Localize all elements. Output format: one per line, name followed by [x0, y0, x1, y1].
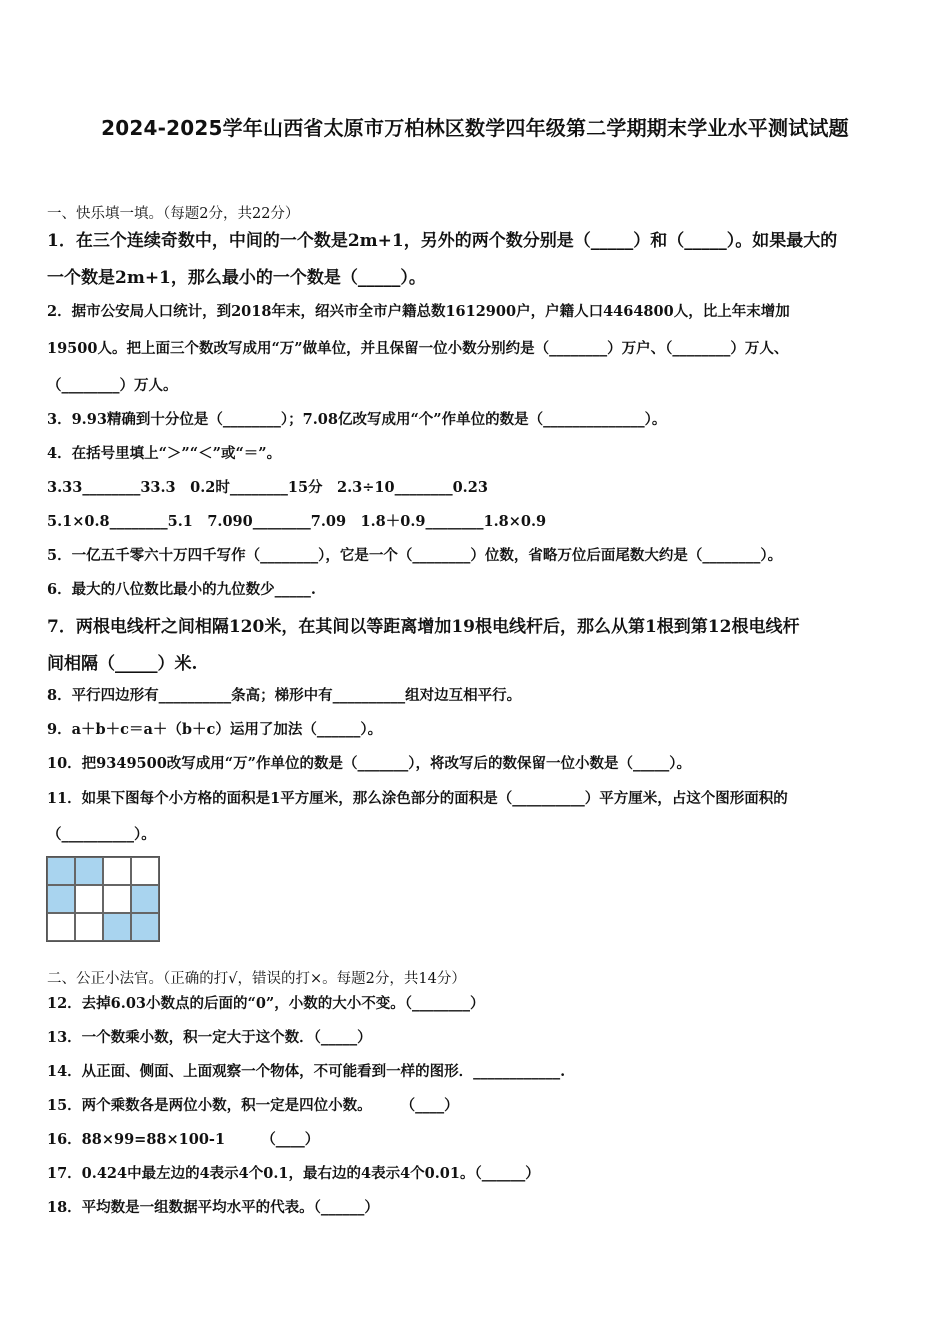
question-line: 间相隔（_____）米. [47, 654, 198, 674]
question-line: 3．9.93精确到十分位是（________）；7.08亿改写成用“个”作单位的数是（______________）。 [47, 411, 667, 428]
question-line: 10．把9349500改写成用“万”作单位的数是（_______），将改写后的数保留一位小数是（_____）。 [47, 755, 691, 772]
question-line: 8．平行四边形有__________条高；梯形中有__________组对边互相平行。 [47, 687, 522, 704]
grid-cell-shaded [47, 857, 75, 885]
area-grid-figure [46, 856, 160, 942]
page-title: 2024-2025学年山西省太原市万柏林区数学四年级第二学期期末学业水平测试试题 [101, 116, 849, 140]
section1-heading: 一、快乐填一填。（每题2分，共22分） [47, 206, 300, 222]
question-line: 17．0.424中最左边的4表示4个0.1，最右边的4表示4个0.01。（______） [47, 1165, 540, 1182]
grid-cell [103, 885, 131, 913]
question-line: 5.1×0.8________5.1 7.090________7.09 1.8＋0.9________1.8×0.9 [47, 513, 547, 530]
question-line: 5．一亿五千零六十万四千写作（________），它是一个（________）位数，省略万位后面尾数大约是（________）。 [47, 547, 783, 564]
question-line: 7．两根电线杆之间相隔120米，在其间以等距离增加19根电线杆后，那么从第1根到第12根电线杆 [47, 617, 800, 637]
question-line: 3.33________33.3 0.2时________15分 2.3÷10________0.23 [47, 479, 488, 496]
question-line: 1．在三个连续奇数中，中间的一个数是2m+1，另外的两个数分别是（_____）和（_____）。如果最大的 [47, 231, 838, 251]
grid-cell-shaded [131, 885, 159, 913]
question-line: 4．在括号里填上“＞”“＜”或“＝”。 [47, 445, 282, 462]
grid-cell [75, 885, 103, 913]
grid-cell-shaded [47, 885, 75, 913]
grid-cell [103, 857, 131, 885]
question-line: 19500人。把上面三个数改写成用“万”做单位，并且保留一位小数分别约是（________）万户、（________）万人、 [47, 340, 789, 357]
question-line: 16．88×99=88×100-1 （____） [47, 1131, 320, 1148]
question-line: 14．从正面、侧面、上面观察一个物体，不可能看到一样的图形．____________. [47, 1063, 566, 1080]
section2-heading: 二、公正小法官。（正确的打√，错误的打×。每题2分，共14分） [47, 971, 466, 987]
grid-cell [47, 913, 75, 941]
grid-cell-shaded [103, 913, 131, 941]
question-line: （________）万人。 [47, 377, 178, 394]
question-line: 2．据市公安局人口统计，到2018年末，绍兴市全市户籍总数1612900户，户籍人口4464800人，比上年末增加 [47, 303, 790, 320]
grid-cell [131, 857, 159, 885]
question-line: 15．两个乘数各是两位小数，积一定是四位小数。 （____） [47, 1097, 459, 1114]
question-line: 9．a＋b＋c＝a＋（b＋c）运用了加法（______）。 [47, 721, 383, 738]
question-line: 13．一个数乘小数，积一定大于这个数．（_____） [47, 1029, 372, 1046]
question-line: 18．平均数是一组数据平均水平的代表。（______） [47, 1199, 379, 1216]
grid-cell-shaded [75, 857, 103, 885]
question-line: （__________）。 [47, 826, 156, 843]
grid-cell-shaded [131, 913, 159, 941]
question-line: 12．去掉6.03小数点的后面的“0”，小数的大小不变。（________） [47, 995, 485, 1012]
question-line: 11．如果下图每个小方格的面积是1平方厘米，那么涂色部分的面积是（__________）平方厘米，占这个图形面积的 [47, 790, 788, 807]
question-line: 一个数是2m+1，那么最小的一个数是（_____）。 [47, 268, 426, 288]
grid-cell [75, 913, 103, 941]
question-line: 6．最大的八位数比最小的九位数少_____. [47, 581, 316, 598]
